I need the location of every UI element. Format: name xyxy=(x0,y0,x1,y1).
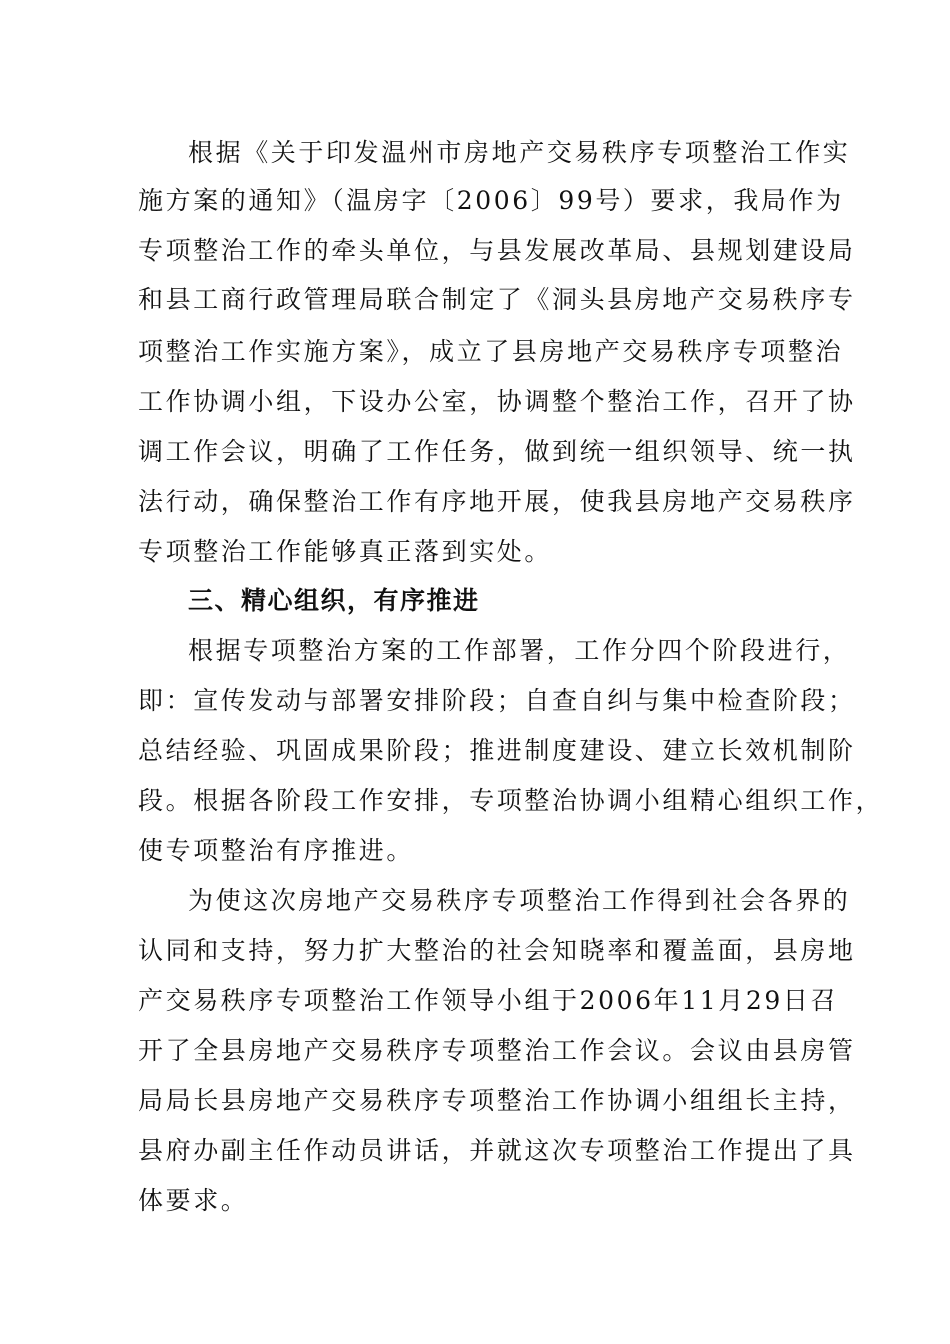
paragraph-1-line-7: 调工作会议，明确了工作任务，做到统一组织领导、统一执 xyxy=(138,437,856,466)
paragraph-3-line-6: 县府办副主任作动员讲话，并就这次专项整治工作提出了具 xyxy=(138,1136,856,1165)
paragraph-1-line-5: 项整治工作实施方案》，成立了县房地产交易秩序专项整治 xyxy=(138,337,844,366)
paragraph-2-line-5: 使专项整治有序推进。 xyxy=(138,836,415,865)
paragraph-1-line-2: 施方案的通知》（温房字〔2006〕99号）要求，我局作为 xyxy=(138,186,844,215)
paragraph-1-line-8: 法行动，确保整治工作有序地开展，使我县房地产交易秩序 xyxy=(138,487,856,516)
paragraph-2-line-2: 即：宣传发动与部署安排阶段；自查自纠与集中检查阶段； xyxy=(138,686,856,715)
paragraph-1-line-6: 工作协调小组，下设办公室，协调整个整治工作，召开了协 xyxy=(138,387,856,416)
paragraph-3-line-3: 产交易秩序专项整治工作领导小组于2006年11月29日召 xyxy=(138,986,839,1015)
paragraph-1-line-1: 根据《关于印发温州市房地产交易秩序专项整治工作实 xyxy=(188,138,851,167)
paragraph-2-line-3: 总结经验、巩固成果阶段；推进制度建设、建立长效机制阶 xyxy=(138,736,856,765)
paragraph-1-line-4: 和县工商行政管理局联合制定了《洞头县房地产交易秩序专 xyxy=(138,285,856,314)
paragraph-1-line-9: 专项整治工作能够真正落到实处。 xyxy=(138,537,553,566)
paragraph-1-line-3: 专项整治工作的牵头单位，与县发展改革局、县规划建设局 xyxy=(138,236,856,265)
paragraph-3-line-7: 体要求。 xyxy=(138,1186,249,1215)
paragraph-2-line-4: 段。根据各阶段工作安排，专项整治协调小组精心组织工作， xyxy=(138,786,884,815)
paragraph-3-line-4: 开了全县房地产交易秩序专项整治工作会议。会议由县房管 xyxy=(138,1036,856,1065)
paragraph-2-line-1: 根据专项整治方案的工作部署，工作分四个阶段进行， xyxy=(188,636,851,665)
paragraph-3-line-5: 局局长县房地产交易秩序专项整治工作协调小组组长主持， xyxy=(138,1086,856,1115)
paragraph-3-line-1: 为使这次房地产交易秩序专项整治工作得到社会各界的 xyxy=(188,886,851,915)
paragraph-3-line-2: 认同和支持，努力扩大整治的社会知晓率和覆盖面，县房地 xyxy=(138,936,856,965)
section-heading: 三、精心组织，有序推进 xyxy=(188,586,480,615)
